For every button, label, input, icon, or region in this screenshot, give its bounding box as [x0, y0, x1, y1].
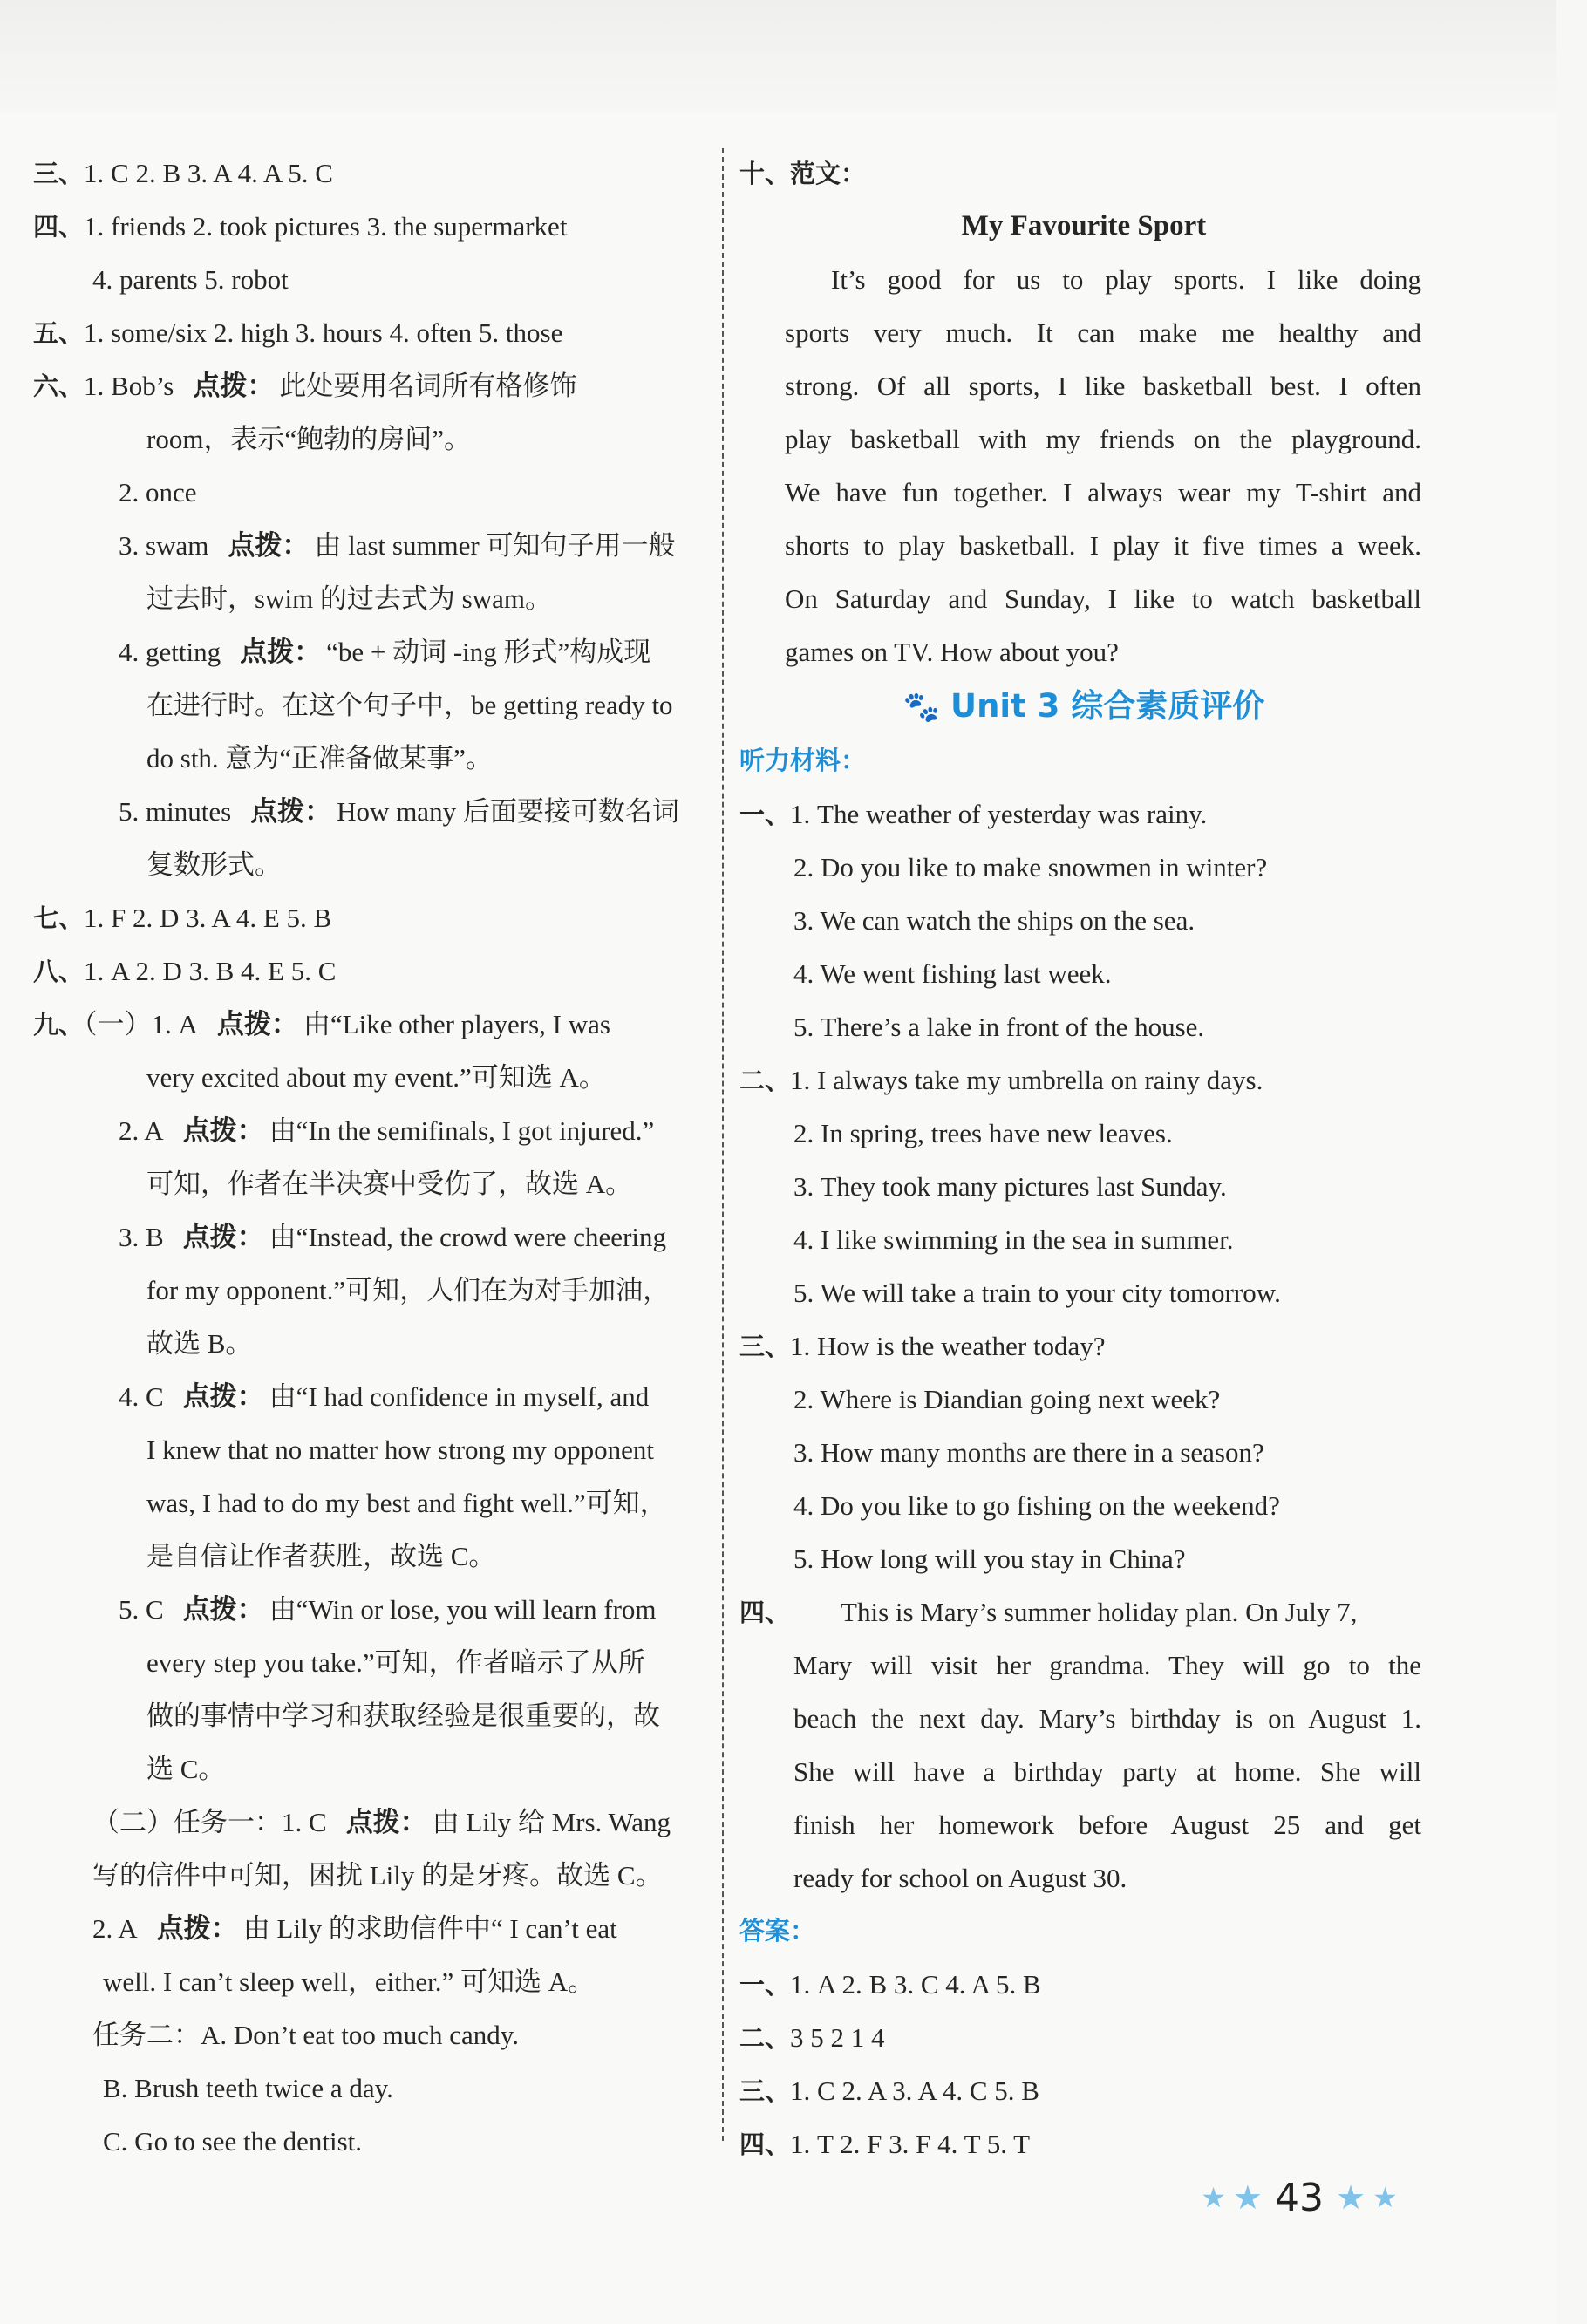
essay-line: strong. Of all sports, I like basketball best. I often	[785, 371, 1421, 401]
essay-line: We have fun together. I always wear my T-shirt and	[785, 477, 1421, 508]
listening-text: 5. There’s a lake in front of the house.	[794, 1012, 1205, 1042]
answer-line	[33, 732, 705, 785]
answer-line	[33, 678, 705, 732]
answer-line	[33, 1796, 705, 1849]
listening-line	[739, 1319, 1428, 1373]
unit-heading: 🐾 Unit 3 综合素质评价	[902, 687, 1265, 725]
answer-line	[33, 466, 705, 519]
tip-text: “be + 动词 -ing 形式”构成现	[326, 637, 651, 667]
tip-text: 由 Lily 给 Mrs. Wang	[432, 1807, 671, 1837]
listening-text: 2. In spring, trees have new leaves.	[794, 1118, 1173, 1148]
answer-line	[33, 1051, 705, 1104]
passage-line: She will have a birthday party at home. She will	[794, 1756, 1421, 1787]
tip-text: 由“Like other players, I was	[303, 1009, 610, 1039]
answer-text: very excited about my event.”可知选 A。	[146, 1062, 606, 1093]
listening-line	[739, 1479, 1428, 1532]
answer-text: 5. C	[119, 1594, 164, 1625]
tip-label: 点拨：	[345, 1807, 427, 1838]
listening-line	[739, 1107, 1428, 1160]
answer-key-text: 3 5 2 1 4	[790, 2022, 885, 2053]
paw-icon: 🐾	[902, 690, 941, 725]
answer-text: for my opponent.”可知，人们在为对手加油，	[146, 1275, 671, 1305]
listening-text: 4. I like swimming in the sea in summer.	[794, 1224, 1234, 1255]
question-label: 三、	[739, 2076, 791, 2106]
listening-text: 1. How is the weather today?	[790, 1331, 1106, 1361]
answer-text: 4. getting	[119, 637, 221, 667]
page-footer	[1195, 2167, 1404, 2228]
tip-text: 由“In the semifinals, I got injured.”	[269, 1115, 655, 1146]
listening-text: 2. Do you like to make snowmen in winter?	[794, 852, 1268, 883]
answer-text: 1. some/six 2. high 3. hours 4. often 5. those	[84, 317, 563, 348]
listening-line	[739, 1426, 1428, 1479]
answer-line	[33, 1689, 705, 1742]
listening-line	[739, 947, 1428, 1000]
question-label: 七、	[33, 903, 85, 933]
answer-line	[33, 147, 705, 200]
essay-line: games on TV. How about you?	[785, 637, 1119, 667]
tip-text: 此处要用名词所有格修饰	[279, 371, 577, 401]
tip-label: 点拨：	[228, 530, 310, 562]
answer-text: B. Brush teeth twice a day.	[103, 2073, 393, 2103]
answer-text: I knew that no matter how strong my opponent	[146, 1435, 655, 1465]
listening-text: 5. How long will you stay in China?	[794, 1544, 1186, 1574]
tip-text: 由“Instead, the crowd were cheering	[269, 1222, 666, 1252]
answer-text: （二）任务一：1. C	[92, 1807, 327, 1837]
answer-line	[33, 2008, 705, 2062]
essay-line: sports very much. It can make me healthy and	[785, 317, 1421, 348]
passage-line: finish her homework before August 25 and get	[794, 1809, 1421, 1840]
answer-text: well. I can’t sleep well，either.” 可知选 A。	[103, 1966, 596, 1997]
answer-text: 写的信件中可知，困扰 Lily 的是牙疼。故选 C。	[92, 1860, 663, 1891]
listening-text: 4. Do you like to go fishing on the weekend?	[794, 1490, 1280, 1521]
question-label: 四、	[33, 212, 85, 242]
answer-text: 4. parents 5. robot	[92, 264, 289, 295]
answer-line	[33, 2115, 705, 2168]
passage-line: ready for school on August 30.	[794, 1863, 1127, 1893]
tip-label: 点拨：	[156, 1913, 238, 1945]
page-number: 43	[1275, 2175, 1324, 2220]
answer-text: 3. B	[119, 1222, 164, 1252]
question-label: 一、	[739, 800, 791, 829]
answer-line	[33, 838, 705, 891]
listening-line	[739, 1160, 1428, 1213]
tip-label: 点拨：	[216, 1009, 298, 1040]
listening-line	[739, 1213, 1428, 1266]
answer-line	[33, 891, 705, 944]
question-label: 六、	[33, 371, 85, 401]
answer-line	[33, 1476, 705, 1530]
answer-text: C. Go to see the dentist.	[103, 2126, 363, 2157]
tip-label: 点拨：	[182, 1381, 264, 1413]
answer-line	[33, 1104, 705, 1157]
answer-text: 2. A	[92, 1913, 138, 1944]
answer-text: room，表示“鲍勃的房间”。	[146, 424, 471, 454]
answer-line	[33, 572, 705, 625]
essay-body	[739, 253, 1428, 678]
listening-text: 3. They took many pictures last Sunday.	[794, 1171, 1227, 1202]
answer-text: （一）1. A	[84, 1009, 198, 1039]
answer-line	[33, 1370, 705, 1423]
answer-line	[33, 1317, 705, 1370]
listening-text: 3. We can watch the ships on the sea.	[794, 905, 1195, 936]
answer-text: 3. swam	[119, 530, 209, 561]
answer-line	[33, 1742, 705, 1796]
answer-text: do sth. 意为“正准备做某事”。	[146, 743, 493, 774]
tip-label: 点拨：	[182, 1222, 264, 1253]
listening-label: 听力材料：	[739, 746, 867, 775]
answer-text: 1. Bob’s	[84, 371, 174, 401]
tip-text: 由“I had confidence in myself, and	[269, 1381, 650, 1412]
answer-key-text: 1. T 2. F 3. F 4. T 5. T	[790, 2129, 1031, 2159]
top-band	[0, 0, 1556, 113]
listening-line	[739, 841, 1428, 894]
passage	[739, 1585, 1428, 1905]
answer-text: 1. C 2. B 3. A 4. A 5. C	[84, 158, 333, 188]
tip-label: 点拨：	[250, 796, 332, 828]
listening-text: 2. Where is Diandian going next week?	[794, 1384, 1221, 1414]
answer-text: 2. A	[119, 1115, 164, 1146]
answer-line	[33, 1636, 705, 1689]
star-icon: ★	[1201, 2182, 1226, 2213]
essay-line: On Saturday and Sunday, I like to watch basketball	[785, 583, 1421, 614]
answer-line	[33, 359, 705, 412]
answer-text: 是自信让作者获胜，故选 C。	[146, 1541, 496, 1571]
question-label: 四、	[739, 1598, 791, 1627]
listening-line	[739, 1266, 1428, 1319]
answer-line	[33, 2062, 705, 2115]
listening-text: 5. We will take a train to your city tomorrow.	[794, 1278, 1281, 1308]
question-label: 五、	[33, 318, 85, 348]
tip-text: How many 后面要接可数名词	[337, 796, 679, 827]
tip-text: 由 Lily 的求助信件中“ I can’t eat	[242, 1913, 617, 1944]
tip-text: 由“Win or lose, you will learn from	[269, 1594, 657, 1625]
answer-line	[33, 306, 705, 359]
passage-line: beach the next day. Mary’s birthday is on August 1.	[794, 1703, 1421, 1734]
tip-label: 点拨：	[240, 637, 322, 668]
answer-line	[33, 625, 705, 678]
answer-text: 复数形式。	[146, 849, 282, 880]
answers-label: 答案：	[739, 1916, 816, 1946]
answer-text: 做的事情中学习和获取经验是很重要的，故	[146, 1700, 660, 1731]
question-label: 三、	[33, 159, 85, 188]
essay-line: It’s good for us to play sports. I like doing	[831, 264, 1421, 295]
star-icon: ★	[1232, 2179, 1263, 2217]
listening-text: 4. We went fishing last week.	[794, 958, 1112, 989]
essay-label: 十、范文：	[739, 159, 867, 188]
question-label: 八、	[33, 957, 85, 986]
listening-list	[739, 787, 1428, 1585]
answer-line	[33, 785, 705, 838]
listening-line	[739, 1532, 1428, 1585]
answer-line	[33, 1955, 705, 2008]
listening-text: 3. How many months are there in a season?	[794, 1437, 1264, 1468]
star-icon: ★	[1336, 2179, 1366, 2217]
question-label: 二、	[739, 1066, 791, 1095]
answer-text: 过去时，swim 的过去式为 swam。	[146, 583, 552, 614]
listening-text: 1. I always take my umbrella on rainy days.	[790, 1065, 1263, 1095]
listening-line	[739, 1053, 1428, 1107]
answer-text: every step you take.”可知，作者暗示了从所	[146, 1647, 645, 1678]
passage-line	[739, 1585, 1428, 1639]
star-icon: ★	[1372, 2182, 1398, 2213]
answer-line	[33, 412, 705, 466]
answer-text: was, I had to do my best and fight well.”可知，	[146, 1488, 667, 1518]
tip-text: 由 last summer 可知句子用一般	[314, 530, 676, 561]
answer-key-line	[739, 2117, 1428, 2171]
essay-title: My Favourite Sport	[961, 210, 1207, 242]
question-label: 四、	[739, 2130, 791, 2159]
answer-key-line	[739, 2011, 1428, 2064]
answer-line	[33, 1583, 705, 1636]
listening-text: 1. The weather of yesterday was rainy.	[790, 799, 1208, 829]
answer-text: 在进行时。在这个句子中，be getting ready to	[146, 690, 673, 720]
answer-line	[33, 1902, 705, 1955]
answer-text: 5. minutes	[119, 796, 232, 827]
tip-label: 点拨：	[182, 1594, 264, 1625]
answer-line	[33, 1210, 705, 1264]
answer-key-text: 1. C 2. A 3. A 4. C 5. B	[790, 2075, 1039, 2106]
question-label: 一、	[739, 1970, 791, 2000]
answer-line	[33, 998, 705, 1051]
answer-line	[33, 1423, 705, 1476]
answer-key-line	[739, 1958, 1428, 2011]
answer-line	[33, 253, 705, 306]
listening-line	[739, 894, 1428, 947]
answer-line	[33, 1530, 705, 1583]
tip-label: 点拨：	[193, 371, 275, 402]
answer-line	[33, 200, 705, 253]
listening-line	[739, 1000, 1428, 1053]
answer-line	[33, 1264, 705, 1317]
column-divider	[722, 148, 724, 2141]
answer-text: 可知，作者在半决赛中受伤了，故选 A。	[146, 1169, 633, 1199]
tip-label: 点拨：	[182, 1115, 264, 1147]
passage-text: This is Mary’s summer holiday plan. On July 7,	[841, 1597, 1358, 1627]
answer-line	[33, 1849, 705, 1902]
answer-text: 1. friends 2. took pictures 3. the supermarket	[84, 211, 568, 242]
answer-text: 2. once	[119, 477, 197, 508]
question-label: 二、	[739, 2023, 791, 2053]
passage-line: Mary will visit her grandma. They will go to the	[794, 1650, 1421, 1680]
answer-text: 任务二：A. Don’t eat too much candy.	[92, 2020, 520, 2050]
answers-list	[739, 1958, 1428, 2171]
essay-line: play basketball with my friends on the playground.	[785, 424, 1421, 454]
listening-line	[739, 1373, 1428, 1426]
answer-text: 4. C	[119, 1381, 164, 1412]
answer-line	[33, 1157, 705, 1210]
answer-key-text: 1. A 2. B 3. C 4. A 5. B	[790, 1969, 1041, 2000]
answer-line	[33, 519, 705, 572]
answer-text: 1. F 2. D 3. A 4. E 5. B	[84, 903, 332, 933]
left-column	[33, 147, 705, 2168]
answer-key-line	[739, 2064, 1428, 2117]
right-column	[739, 147, 1428, 2171]
question-label: 三、	[739, 1332, 791, 1361]
answer-text: 选 C。	[146, 1754, 226, 1784]
answer-text: 1. A 2. D 3. B 4. E 5. C	[84, 956, 337, 986]
listening-line	[739, 787, 1428, 841]
answer-line	[33, 944, 705, 998]
question-label: 九、	[33, 1010, 85, 1039]
essay-line: shorts to play basketball. I play it five times a week.	[785, 530, 1421, 561]
answer-text: 故选 B。	[146, 1328, 253, 1359]
